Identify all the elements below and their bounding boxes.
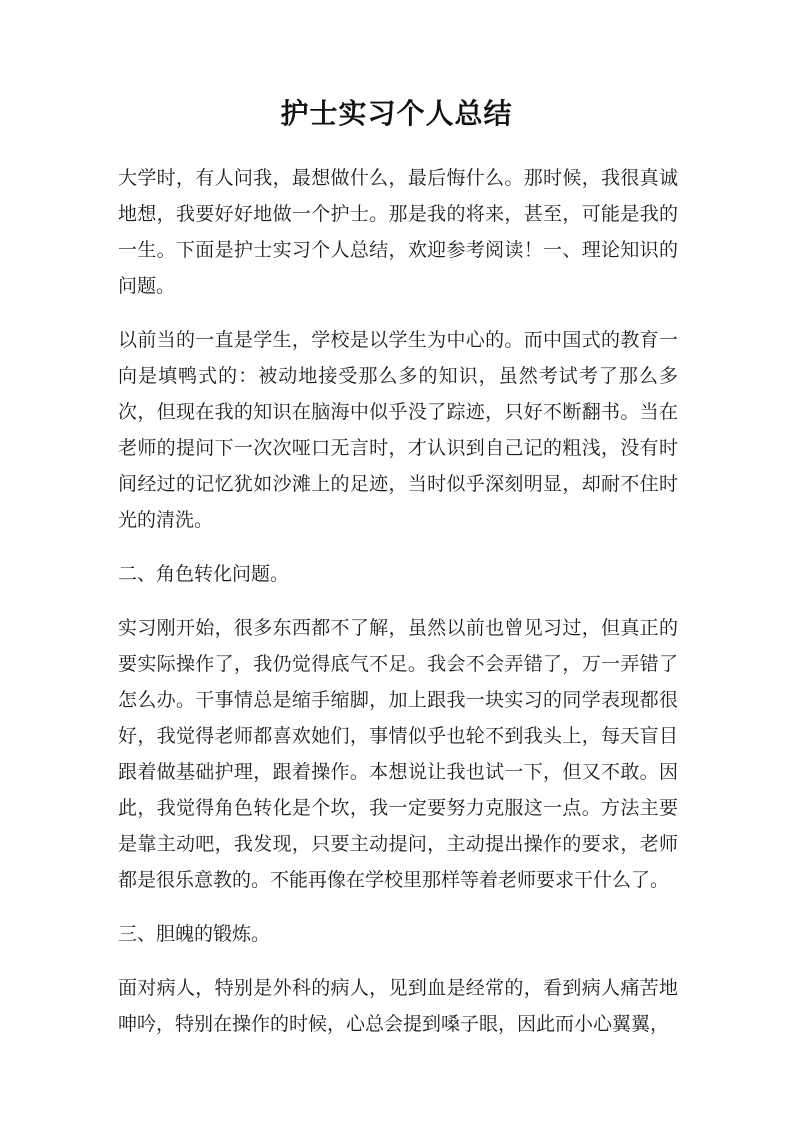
paragraph-theory: 以前当的一直是学生，学校是以学生为中心的。而中国式的教育一向是填鸭式的：被动地接受那么多的知识，虽然考试考了那么多次，但现在我的知识在脑海中似乎没了踪迹，只好不断翻书。当在老师的提问下一次次哑口无言时，才认识到自己记的粗浅，没有时间经过的记忆犹如沙滩上的足迹，当时似乎深刻明显，却耐不住时光的清洗。 (118, 329, 678, 531)
section-heading-courage: 三、胆魄的锻炼。 (118, 923, 271, 945)
paragraph-courage: 面对病人，特别是外科的病人，见到血是经常的，看到病人痛苦地呻吟，特别在操作的时候，心总会提到嗓子眼，因此而小心翼翼， (118, 977, 678, 1035)
paragraph-role: 实习刚开始，很多东西都不了解，虽然以前也曾见习过，但真正的要实际操作了，我仍觉得底气不足。我会不会弄错了，万一弄错了怎么办。干事情总是缩手缩脚，加上跟我一块实习的同学表现都很好，我觉得老师都喜欢她们，事情似乎也轮不到我头上，每天盲目跟着做基础护理，跟着操作。本想说让我也试一下，但又不敢。因此，我觉得角色转化是个坎，我一定要努力克服这一点。方法主要是靠主动吧，我发现，只要主动提问，主动提出操作的要求，老师都是很乐意教的。不能再像在学校里那样等着老师要求干什么了。 (118, 617, 678, 891)
document-body (118, 160, 678, 1060)
document-title: 护士实习个人总结 (280, 97, 513, 130)
section-heading-role: 二、角色转化问题。 (118, 563, 290, 585)
paragraph-intro: 大学时，有人问我，最想做什么，最后悔什么。那时候，我很真诚地想，我要好好地做一个护士。那是我的将来，甚至，可能是我的一生。下面是护士实习个人总结，欢迎参考阅读！一、理论知识的问题。 (118, 167, 678, 297)
